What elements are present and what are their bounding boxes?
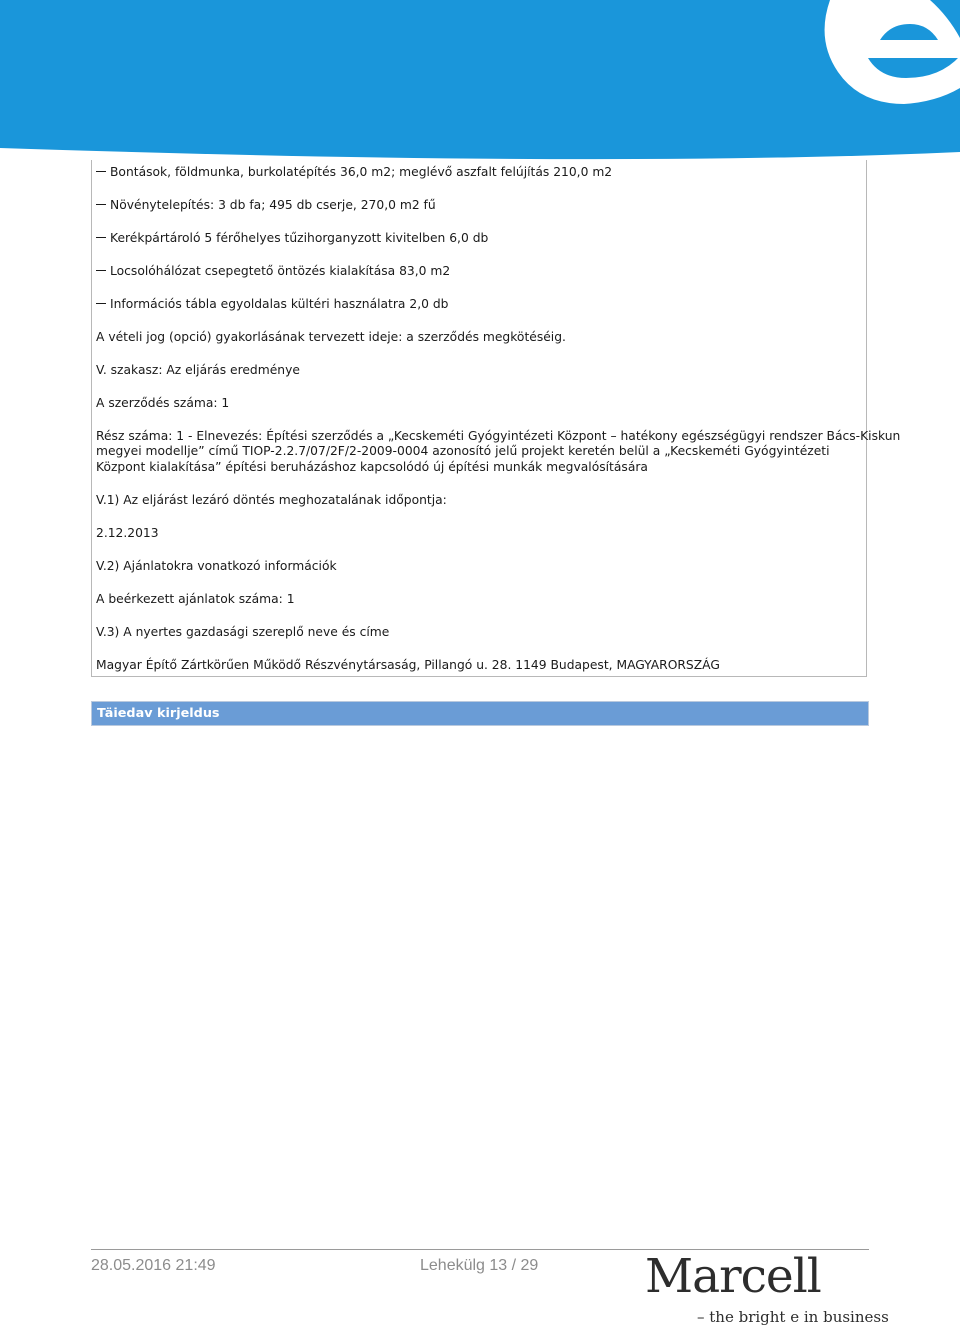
section-header-additional-info[interactable]: Täiedav kirjeldus: [91, 701, 869, 726]
list-item: Információs tábla egyoldalas kültéri használatra 2,0 db: [96, 297, 448, 312]
part-description-line1: Rész száma: 1 - Elnevezés: Építési szerződés a „Kecskeméti Gyógyintézeti Központ – hatékony egészségügyi rendszer Bács-Kiskun: [96, 429, 901, 443]
winner-title: V.3) A nyertes gazdasági szereplő neve és címe: [96, 625, 390, 639]
logo-tagline: – the bright e in business: [697, 1308, 889, 1326]
header-banner: [0, 0, 960, 162]
section-title: V. szakasz: Az eljárás eredménye: [96, 363, 300, 377]
list-item: Bontások, földmunka, burkolatépítés 36,0 m2; meglévő aszfalt felújítás 210,0 m2: [96, 165, 612, 180]
offers-info-title: V.2) Ajánlatokra vonatkozó információk: [96, 559, 337, 573]
part-description-line3: Központ kialakítása” építési beruházáshoz kapcsolódó új építési munkák megvalósítására: [96, 460, 648, 474]
list-item: Locsolóhálózat csepegtető öntözés kialakítása 83,0 m2: [96, 264, 450, 279]
footer-date: 28.05.2016 21:49: [91, 1257, 216, 1274]
decision-date-value: 2.12.2013: [96, 526, 159, 540]
part-description-line2: megyei modellje” című TIOP-2.2.7/07/2F/2-2009-0004 azonosító jelű projekt keretén belül a „Kecskeméti Gyógyintézeti: [96, 444, 830, 458]
offers-count: A beérkezett ajánlatok száma: 1: [96, 592, 295, 606]
marcell-logo: [645, 1249, 889, 1327]
list-item: Növénytelepítés: 3 db fa; 495 db cserje, 270,0 m2 fű: [96, 198, 436, 213]
winner-name-address: Magyar Építő Zártkörűen Működő Részvénytársaság, Pillangó u. 28. 1149 Budapest, MAGYARORSZÁG: [96, 658, 720, 672]
list-item: Kerékpártároló 5 férőhelyes tűzihorganyzott kivitelben 6,0 db: [96, 231, 488, 246]
page-number: Lehekülg 13 / 29: [420, 1257, 539, 1274]
option-text: A vételi jog (opció) gyakorlásának tervezett ideje: a szerződés megkötéséig.: [96, 330, 566, 344]
logo-wordmark: Marcell: [645, 1249, 821, 1304]
contract-number: A szerződés száma: 1: [96, 396, 230, 410]
decision-date-label: V.1) Az eljárást lezáró döntés meghozatalának időpontja:: [96, 493, 447, 507]
